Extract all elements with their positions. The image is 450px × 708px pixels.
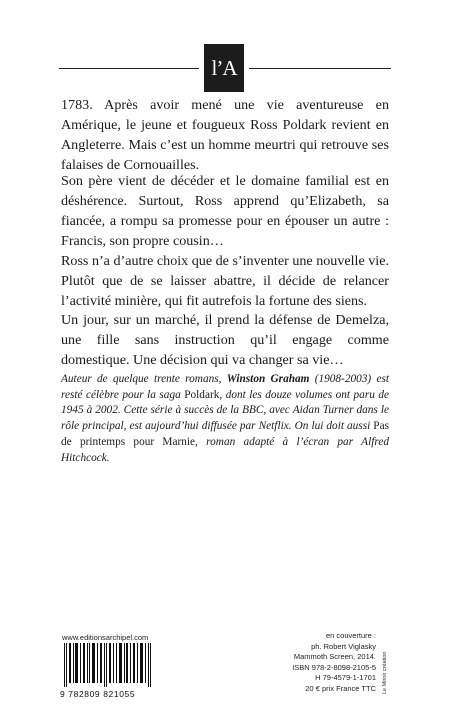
synopsis-paragraph: Ross n’a d’autre choix que de s’inventer une nouvelle vie. Plutôt que de se laisser abattre, il décide de relancer l’activité minière, qui fit autrefois la fortune des siens. — [61, 253, 389, 309]
credit-line: ph. Robert Viglasky — [311, 641, 376, 651]
product-code: H 79-4579-1-1701 — [315, 673, 376, 683]
credit-line: Mammoth Screen, 2014. — [293, 652, 376, 662]
synopsis-paragraph: Son père vient de décéder et le domaine familial est en déshérence. Surtout, Ross apprend qu’Elizabeth, sa fiancée, a rompu sa promesse pour en épouser un autre : Francis, son propre cousin… — [61, 173, 389, 249]
credit-line: en couverture : — [325, 631, 376, 640]
barcode — [62, 643, 154, 687]
isbn: ISBN 978-2-8098-2105-5 — [292, 662, 376, 672]
author-name: Winston Graham — [226, 373, 310, 385]
cover-credits — [284, 631, 376, 695]
synopsis-paragraph: 1783. Après avoir mené une vie aventureuse en Amérique, le jeune et fougueux Ross Poldark revient en Angleterre. Mais c’est un homme meurtri qui retrouve ses falaises de Cornouailles. — [61, 97, 389, 173]
bio-text: (1908-2003) est resté célèbre pour la saga — [61, 373, 389, 401]
bio-text: Auteur de quelque trente romans, — [61, 373, 227, 385]
publisher-website: www.editionsarchipel.com — [62, 633, 149, 642]
barcode-digits: 9 782809 821055 — [60, 689, 136, 699]
bio-text: , roman adapté à l’écran par Alfred Hitchcock. — [61, 435, 389, 464]
book-title: Pas de printemps pour Marnie — [61, 420, 389, 448]
publisher-logo: l’A — [204, 44, 244, 92]
bio-text: , dont les douze volumes ont paru de 1945 à 2002. Cette série à succès de la BBC, avec Aidan Turner dans le rôle principal, est aujourd’hui diffusée par Netflix. On lui doit aussi — [61, 388, 390, 433]
price: 20 € prix France TTC — [305, 683, 376, 693]
divider-left — [59, 68, 199, 69]
divider-right — [249, 68, 391, 69]
saga-title: Poldark — [184, 388, 220, 401]
synopsis-paragraph: Un jour, sur un marché, il prend la défense de Demelza, une fille sans instruction qu’il engage comme domestique. Une décision qui va changer sa vie… — [61, 312, 389, 368]
author-bio — [61, 372, 389, 466]
designer-credit: Le Miroir création — [382, 651, 388, 694]
